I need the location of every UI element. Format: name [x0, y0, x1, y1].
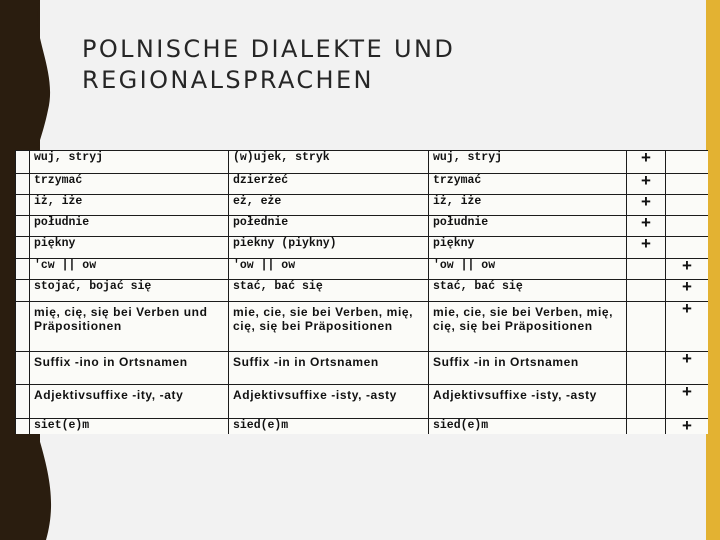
row-margin: [16, 352, 30, 385]
variant-cell: Adjektivsuffixe -isty, -asty: [229, 385, 429, 419]
plus-mark-2: [666, 216, 709, 237]
slide-title-line-2: REGIONALSPRACHEN: [82, 66, 374, 94]
dialect-cell: Suffix -ino in Ortsnamen: [30, 352, 229, 385]
plus-mark-2: [666, 237, 709, 259]
plus-mark-2: [666, 151, 709, 174]
standard-cell: 'ow || ow: [429, 259, 627, 280]
plus-mark-2: +: [666, 352, 709, 385]
table-row: [16, 216, 709, 237]
standard-cell: trzymać: [429, 174, 627, 195]
table-row: [16, 237, 709, 259]
plus-mark-2: [666, 174, 709, 195]
standard-cell: iż, iże: [429, 195, 627, 216]
variant-cell: sied(e)m: [229, 419, 429, 435]
dialect-cell: południe: [30, 216, 229, 237]
variant-cell: dzierżeć: [229, 174, 429, 195]
row-margin: [16, 195, 30, 216]
standard-cell: mie, cie, sie bei Verben, mię, cię, się bei Präpositionen: [429, 302, 627, 352]
dialect-cell: piękny: [30, 237, 229, 259]
slide-title: [82, 34, 455, 96]
plus-mark-1: [627, 302, 666, 352]
dialect-cell: wuj, stryj: [30, 151, 229, 174]
accent-bar: [706, 0, 720, 540]
plus-mark-1: +: [627, 237, 666, 259]
table-row: [16, 259, 709, 280]
table-row: [16, 385, 709, 419]
dialect-cell: mię, cię, się bei Verben und Präpositionen: [30, 302, 229, 352]
row-margin: [16, 259, 30, 280]
standard-cell: południe: [429, 216, 627, 237]
plus-mark-2: +: [666, 280, 709, 302]
standard-cell: piękny: [429, 237, 627, 259]
row-margin: [16, 237, 30, 259]
row-margin: [16, 174, 30, 195]
dialect-cell: Adjektivsuffixe -ity, -aty: [30, 385, 229, 419]
variant-cell: eż, eże: [229, 195, 429, 216]
variant-cell: Suffix -in in Ortsnamen: [229, 352, 429, 385]
table-row: [16, 151, 709, 174]
standard-cell: wuj, stryj: [429, 151, 627, 174]
plus-mark-1: +: [627, 174, 666, 195]
standard-cell: Suffix -in in Ortsnamen: [429, 352, 627, 385]
plus-mark-1: [627, 385, 666, 419]
plus-mark-2: [666, 195, 709, 216]
plus-mark-1: +: [627, 216, 666, 237]
variant-cell: mie, cie, sie bei Verben, mię, cię, się bei Präpositionen: [229, 302, 429, 352]
standard-cell: sied(e)m: [429, 419, 627, 435]
dialect-cell: siet(e)m: [30, 419, 229, 435]
row-margin: [16, 302, 30, 352]
table-row: [16, 302, 709, 352]
plus-mark-1: +: [627, 195, 666, 216]
dialect-cell: iż, iże: [30, 195, 229, 216]
plus-mark-1: +: [627, 151, 666, 174]
row-margin: [16, 385, 30, 419]
plus-mark-1: [627, 419, 666, 435]
row-margin: [16, 280, 30, 302]
plus-mark-1: [627, 352, 666, 385]
row-margin: [16, 419, 30, 435]
table-row: [16, 195, 709, 216]
table-row: [16, 419, 709, 435]
variant-cell: stać, bać się: [229, 280, 429, 302]
row-margin: [16, 151, 30, 174]
variant-cell: piekny (piykny): [229, 237, 429, 259]
dialect-cell: trzymać: [30, 174, 229, 195]
row-margin: [16, 216, 30, 237]
table-row: [16, 174, 709, 195]
plus-mark-1: [627, 280, 666, 302]
scanned-table-image: [15, 150, 708, 434]
dialect-table: [15, 150, 708, 434]
plus-mark-2: +: [666, 302, 709, 352]
dialect-cell: 'cw || ow: [30, 259, 229, 280]
plus-mark-1: [627, 259, 666, 280]
plus-mark-2: +: [666, 385, 709, 419]
table-row: [16, 280, 709, 302]
dialect-cell: stojać, bojać się: [30, 280, 229, 302]
standard-cell: Adjektivsuffixe -isty, -asty: [429, 385, 627, 419]
table-row: [16, 352, 709, 385]
variant-cell: połednie: [229, 216, 429, 237]
plus-mark-2: +: [666, 259, 709, 280]
variant-cell: (w)ujek, stryk: [229, 151, 429, 174]
variant-cell: 'ow || ow: [229, 259, 429, 280]
slide-title-line-1: POLNISCHE DIALEKTE UND: [82, 35, 456, 63]
plus-mark-2: +: [666, 419, 709, 435]
standard-cell: stać, bać się: [429, 280, 627, 302]
